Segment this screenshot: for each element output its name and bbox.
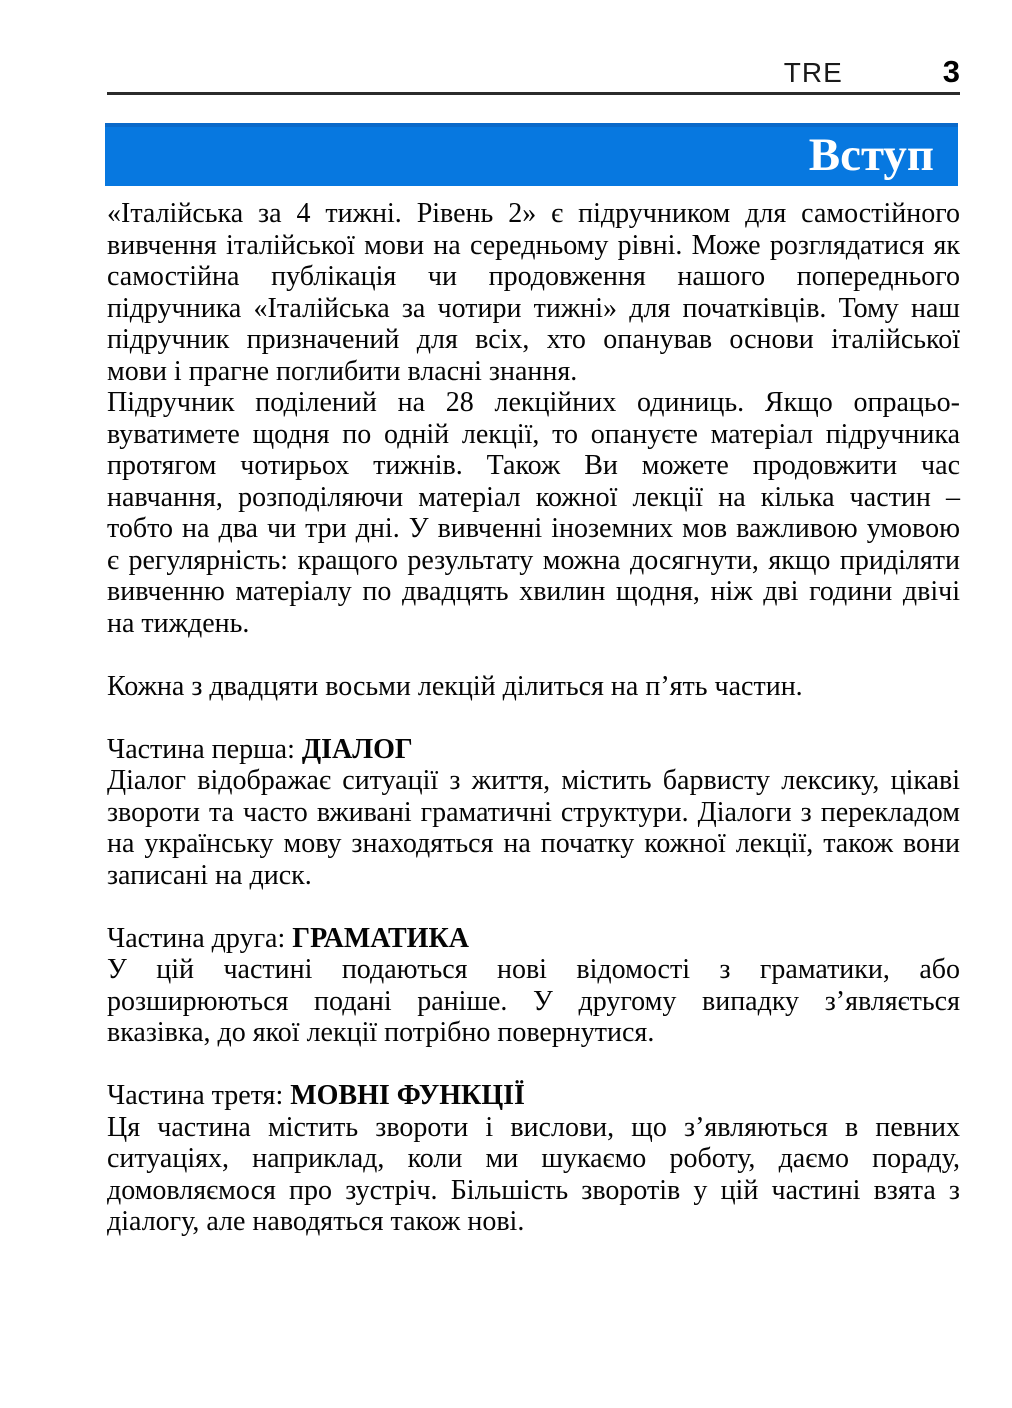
text-line: ситуаціях, наприклад, коли ми шукаємо роботу, даємо пораду, — [107, 1143, 960, 1174]
section-title: МОВНІ ФУНКЦІЇ — [290, 1080, 525, 1111]
section-title: ГРАМАТИКА — [292, 922, 469, 954]
text-line: навчання, розподіляючи матеріал кожної лекції на кілька частин – — [107, 481, 960, 513]
body-text — [107, 198, 960, 1238]
text-line: на тиждень. — [107, 607, 250, 639]
intro-paragraph-1 — [107, 198, 960, 387]
section-dialog — [107, 734, 960, 892]
section-banner — [105, 123, 958, 186]
text-line: на українську мову знаходяться на початку кожної лекції, також вони — [107, 828, 960, 859]
text-line: самостійна публікація чи продовження нашого попереднього — [107, 261, 960, 292]
section-language-functions — [107, 1080, 960, 1238]
text-line: протягом чотирьох тижнів. Також Ви можете продовжити час — [107, 450, 960, 481]
text-line: вказівка, до якої лекції потрібно повернутися. — [107, 1017, 655, 1048]
summary-paragraph — [107, 671, 960, 703]
text-line: підручника «Італійська за чотири тижні» для початківців. Тому наш — [107, 292, 960, 324]
header-rule — [107, 92, 960, 95]
summary-line: Кожна з двадцяти восьми лекцій ділиться на п’ять частин. — [107, 670, 803, 702]
page-number: 3 — [942, 54, 960, 89]
banner-title: Вступ — [808, 129, 934, 181]
text-line: Підручник поділений на 28 лекційних одиниць. Якщо опрацьо- — [107, 387, 960, 418]
text-line: вивчення італійської мови на середньому рівні. Може розглядатися як — [107, 229, 960, 261]
section-paragraph — [107, 954, 960, 1049]
section-heading — [107, 923, 960, 955]
text-line: звороти та часто вживані граматичні структури. Діалоги з перекладом — [107, 796, 960, 828]
text-line: підручник призначений для всіх, хто опанував основи італійської — [107, 324, 960, 355]
page-header — [107, 54, 960, 90]
text-line: мови і прагне поглибити власні знання. — [107, 355, 578, 387]
section-grammar — [107, 923, 960, 1049]
running-title: TRE — [783, 57, 843, 88]
section-paragraph — [107, 1112, 960, 1238]
text-line: тобто на два чи три дні. У вивченні іноземних мов важливою умовою — [107, 513, 960, 544]
text-line: записані на диск. — [107, 859, 312, 891]
text-line: розширюються подані раніше. У другому випадку з’являється — [107, 985, 960, 1017]
text-line: вивченню матеріалу по двадцять хвилин щодня, ніж дві години двічі — [107, 576, 960, 607]
section-label: Частина перша: — [107, 733, 295, 765]
intro-paragraph-2 — [107, 387, 960, 639]
text-line: домовляємося про зустріч. Більшість зворотів у цій частині взята з — [107, 1174, 960, 1206]
text-line: є регулярність: кращого результату можна досягнути, якщо приділяти — [107, 544, 960, 576]
text-line: Діалог відображає ситуації з життя, містить барвисту лексику, цікаві — [107, 765, 960, 796]
section-label: Частина третя: — [107, 1080, 284, 1111]
section-heading — [107, 1080, 960, 1112]
text-line: діалогу, але наводяться також нові. — [107, 1206, 525, 1237]
section-title: ДІАЛОГ — [301, 733, 413, 765]
text-line: Ця частина містить звороти і вислови, що з’являються в певних — [107, 1111, 960, 1143]
section-heading — [107, 734, 960, 766]
section-paragraph — [107, 765, 960, 891]
section-label: Частина друга: — [107, 922, 286, 954]
text-line: «Італійська за 4 тижні. Рівень 2» є підручником для самостійного — [107, 198, 960, 229]
text-line: У цій частині подаються нові відомості з граматики, або — [107, 954, 960, 985]
text-line: вуватимете щодня по одній лекції, то опануєте матеріал підручника — [107, 418, 960, 450]
